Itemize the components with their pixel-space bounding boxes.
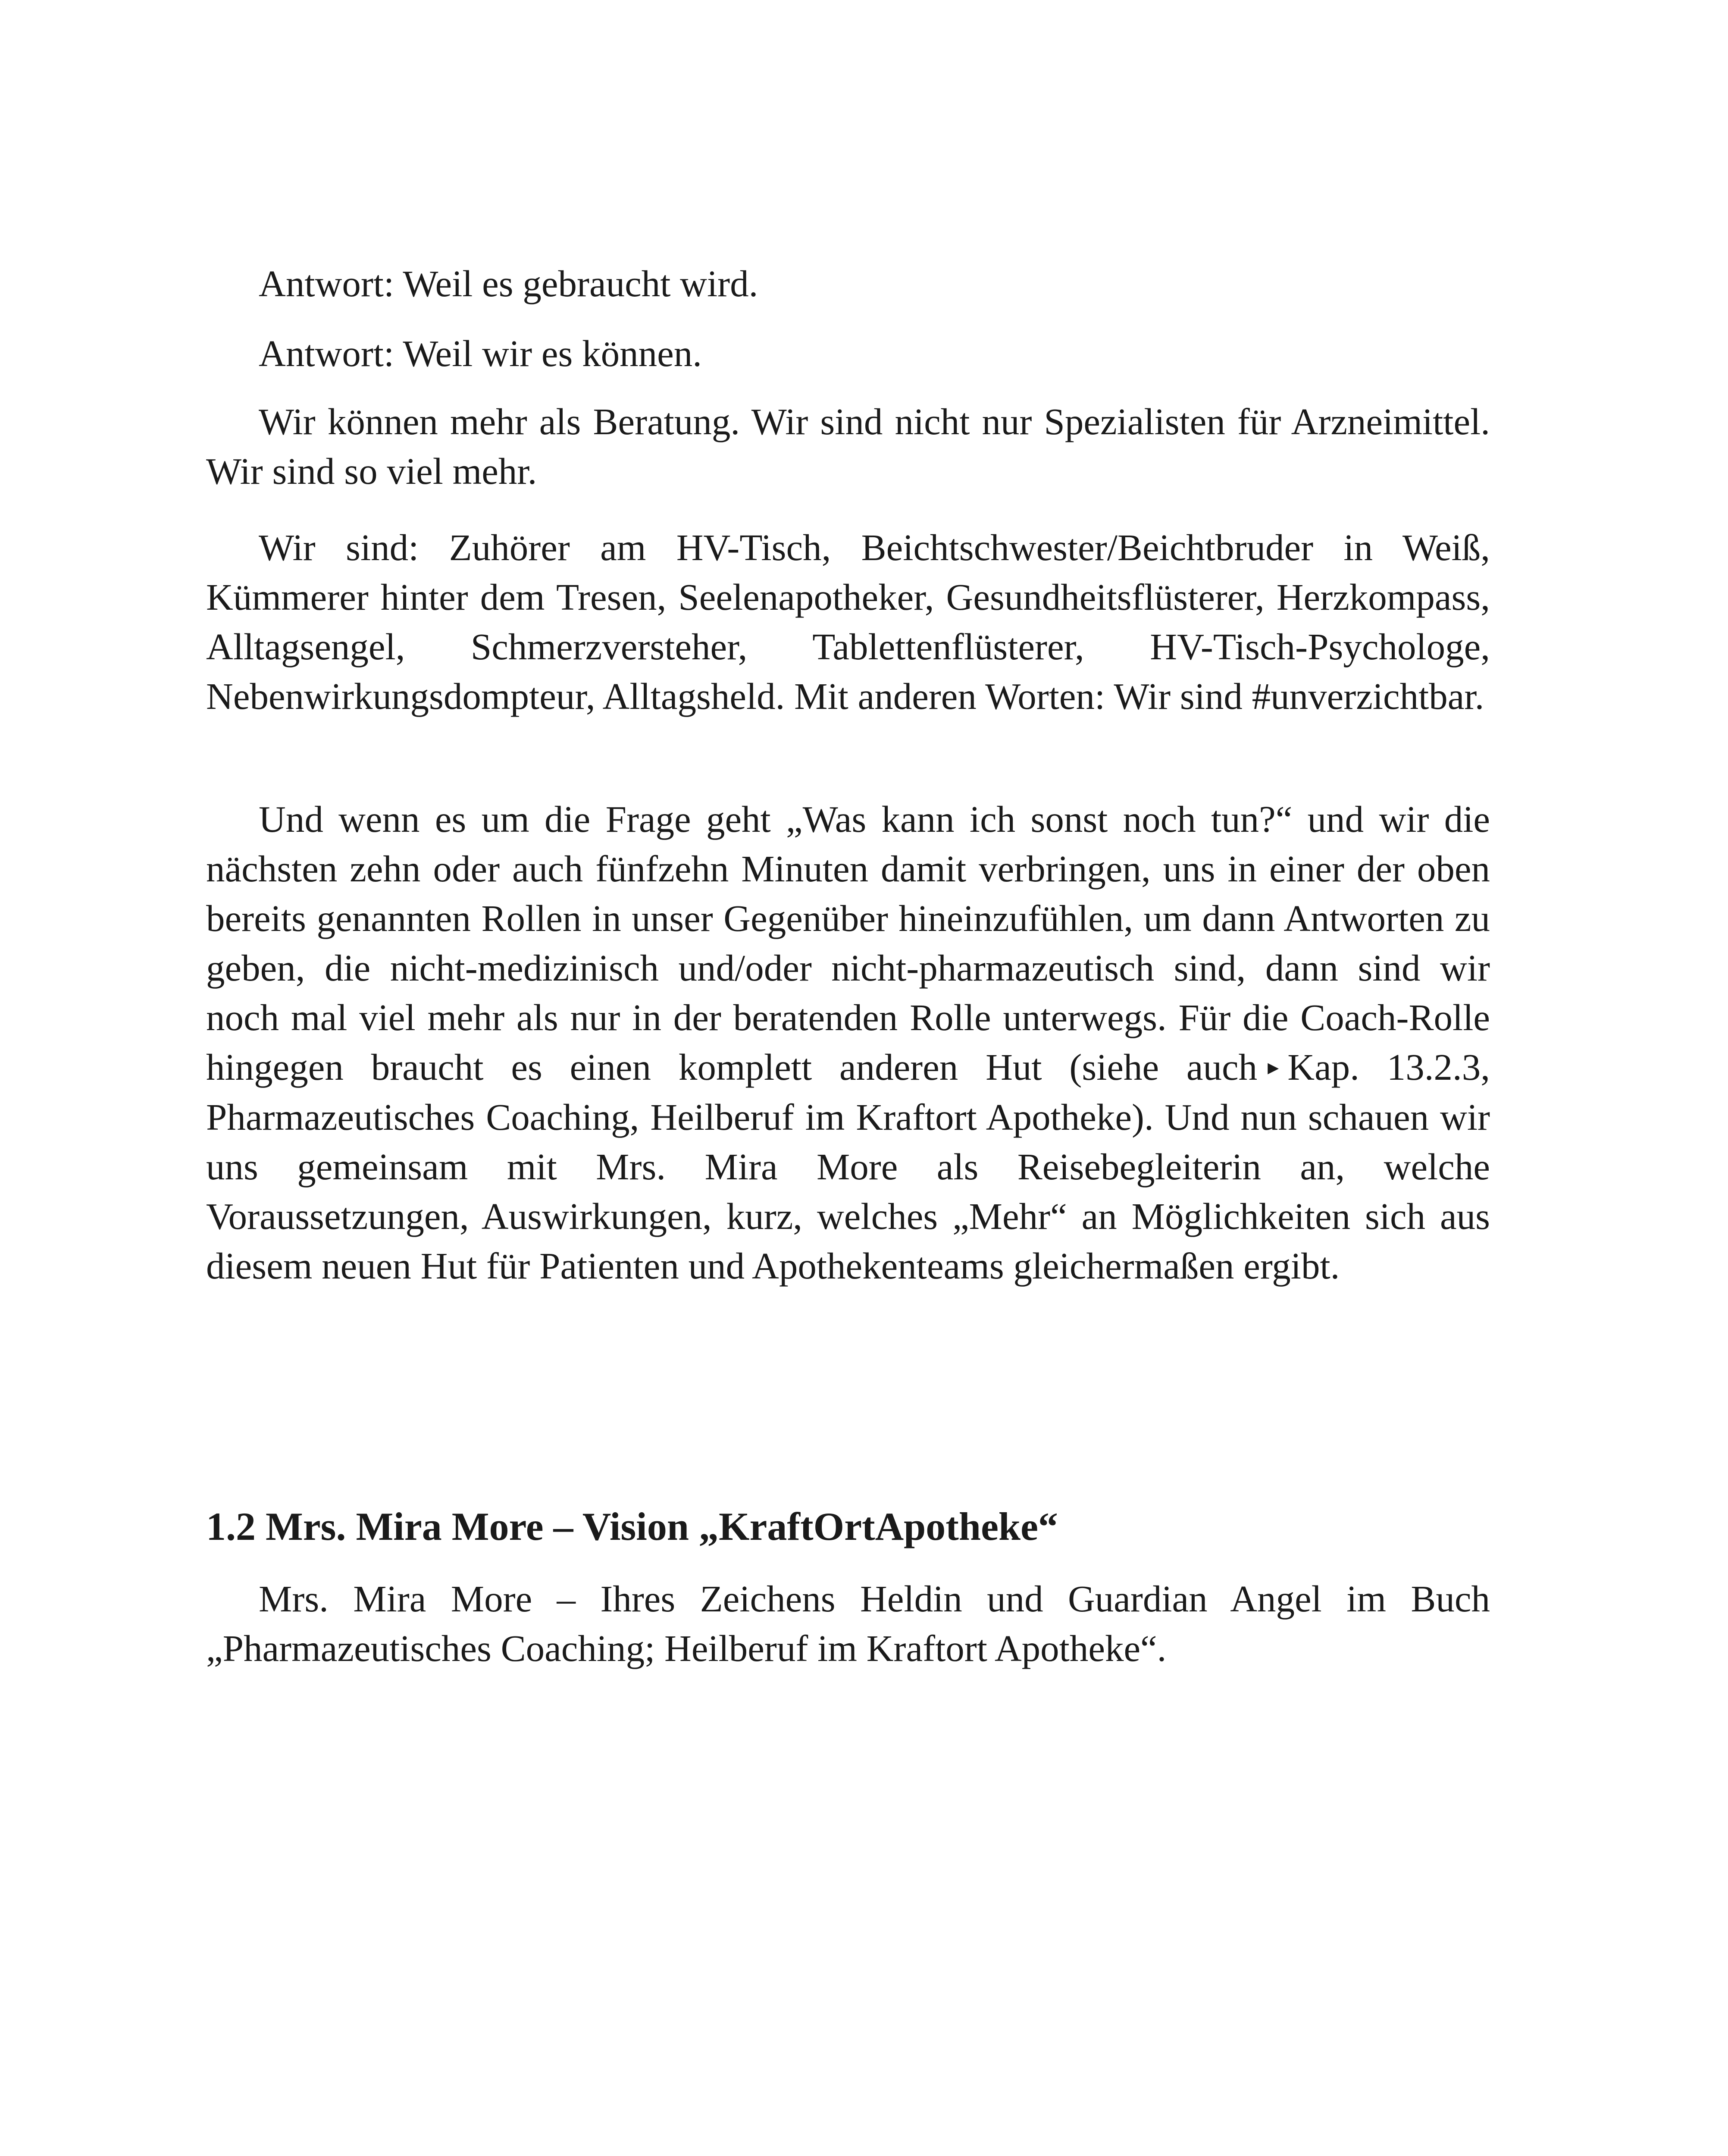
paragraph-answer-1: Antwort: Weil es gebraucht wird. xyxy=(259,263,758,304)
paragraph-more-than-advice: Wir können mehr als Beratung. Wir sind nicht nur Spezialisten für Arzneimittel. Wir sind so viel mehr. xyxy=(206,401,1490,492)
section-heading: 1.2 Mrs. Mira More – Vision „KraftOrtApotheke“ xyxy=(206,1504,1058,1548)
paragraph-coach-role-text-b: Kap. 13.2.3, Pharmazeutisches Coaching, Heilberuf im Kraftort Apotheke). Und nun schauen wir uns gemeinsam mit Mrs. Mira More als Reisebegleiterin an, welche Voraussetzungen, Auswirkungen, kurz, welches „Mehr“ an Möglichkeiten sich aus diesem neuen Hut für Patienten und Apothekenteams gleichermaßen ergibt. xyxy=(206,1046,1490,1287)
paragraph-coach-role-text-a: Und wenn es um die Frage geht „Was kann ich sonst noch tun?“ und wir die nächsten zehn oder auch fünfzehn Minuten damit verbringen, uns in einer der oben bereits genannten Rollen in unser Gegenüber hineinzufühlen, um dann Antworten zu geben, die nicht-medizinisch und/oder nicht-pharmazeutisch sind, dann sind wir noch mal viel mehr als nur in der beratenden Rolle unterwegs. Für die Coach-Rolle hingegen braucht es einen komplett anderen Hut (siehe auch xyxy=(206,798,1490,1088)
paragraph-answer-2: Antwort: Weil wir es können. xyxy=(259,332,702,374)
paragraph-coach-role xyxy=(206,794,1490,1291)
cross-reference-arrow-icon: ▸ xyxy=(1268,1055,1279,1080)
paragraph-mira-more-intro: Mrs. Mira More – Ihres Zeichens Heldin und Guardian Angel im Buch „Pharmazeutisches Coaching; Heilberuf im Kraftort Apotheke“. xyxy=(206,1578,1490,1669)
paragraph-roles-list: Wir sind: Zuhörer am HV-Tisch, Beichtschwester/Beichtbruder in Weiß, Kümmerer hinter dem Tresen, Seelenapotheker, Gesundheitsflüsterer, Herzkompass, Alltagsengel, Schmerzversteher, Tablettenflüsterer, HV-Tisch-Psychologe, Nebenwirkungsdompteur, Alltagsheld. Mit anderen Worten: Wir sind #unverzichtbar. xyxy=(206,526,1490,717)
